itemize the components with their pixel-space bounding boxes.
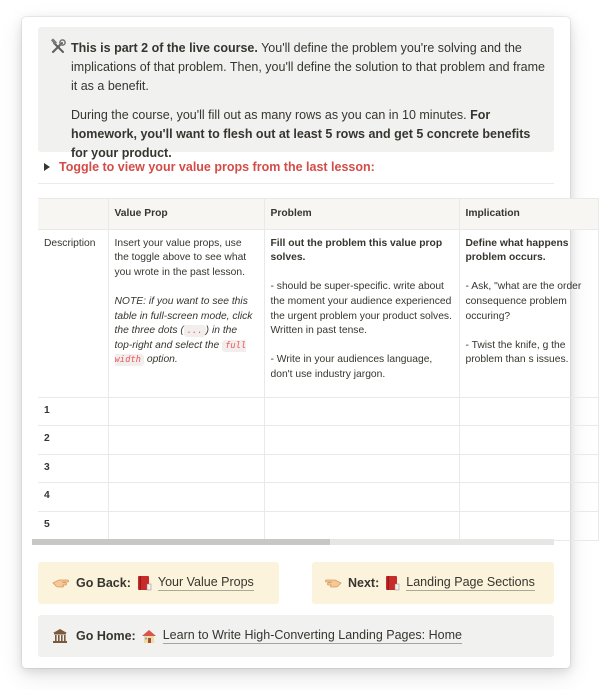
table-cell[interactable] bbox=[108, 454, 264, 483]
table-cell[interactable] bbox=[108, 426, 264, 455]
course-callout bbox=[38, 27, 554, 160]
table-cell[interactable] bbox=[459, 397, 598, 426]
classical-building-icon bbox=[52, 628, 68, 644]
table-cell[interactable] bbox=[264, 397, 459, 426]
scrollbar-thumb[interactable] bbox=[32, 539, 330, 545]
callout-text bbox=[71, 39, 547, 163]
toggle-label: Toggle to view your value props from the last lesson: bbox=[59, 160, 375, 174]
callout-intro-text: You'll define the problem you're solving and the implications of that problem. Then, you'll define the solution to that problem and frame it as a benefit. bbox=[71, 41, 545, 93]
table-cell[interactable] bbox=[459, 426, 598, 455]
problem-heading: Fill out the problem this value prop solves. bbox=[270, 237, 443, 264]
next-callout bbox=[312, 562, 554, 604]
red-book-icon bbox=[136, 575, 152, 591]
table-cell[interactable] bbox=[108, 483, 264, 512]
value-prop-note bbox=[115, 295, 258, 368]
cell-value-prop-description[interactable] bbox=[108, 229, 264, 397]
go-back-label: Go Back: bbox=[76, 576, 131, 590]
row-label-description[interactable]: Description bbox=[38, 229, 108, 397]
value-prop-table bbox=[38, 198, 599, 541]
problem-tip-language: - Write in your audiences language, don't use industry jargon. bbox=[270, 354, 433, 380]
table-row bbox=[38, 483, 598, 512]
red-book-icon bbox=[384, 575, 400, 591]
table-cell[interactable] bbox=[264, 454, 459, 483]
value-props-toggle[interactable] bbox=[44, 160, 375, 174]
note-code-full-width: full width bbox=[114, 340, 247, 366]
table-cell[interactable] bbox=[264, 511, 459, 540]
table-row bbox=[38, 426, 598, 455]
row-number-cell[interactable]: 5 bbox=[38, 511, 108, 540]
table-cell[interactable] bbox=[459, 511, 598, 540]
implication-tip-ask: - Ask, "what are the order consequence problem occuring? bbox=[465, 281, 582, 322]
table-row bbox=[38, 397, 598, 426]
row-number-cell[interactable]: 3 bbox=[38, 454, 108, 483]
divider bbox=[38, 183, 554, 184]
table-cell[interactable] bbox=[108, 397, 264, 426]
horizontal-scrollbar[interactable] bbox=[32, 539, 554, 545]
toggle-triangle-icon[interactable] bbox=[44, 163, 50, 171]
note-text-start: NOTE: if you want to see this table in full-screen mode, click the three dots ( bbox=[114, 295, 253, 337]
header-value-prop[interactable]: Value Prop bbox=[108, 199, 264, 230]
implication-tip-twist: - Twist the knife, g the problem than s issues. bbox=[465, 339, 569, 366]
pointing-hand-left-icon bbox=[52, 575, 68, 591]
table-header-row bbox=[38, 199, 598, 230]
callout-homework-bold: For homework, you'll want to flesh out at least 5 rows and get 5 concrete benefits for your product. bbox=[71, 108, 531, 160]
row-number-cell[interactable]: 4 bbox=[38, 483, 108, 512]
note-text-middle: ) in the top-right and select the bbox=[114, 325, 238, 351]
note-text-end: option. bbox=[143, 354, 178, 366]
go-home-callout bbox=[38, 615, 554, 657]
your-value-props-link[interactable]: Your Value Props bbox=[157, 575, 254, 589]
go-back-callout bbox=[38, 562, 279, 604]
table-row bbox=[38, 511, 598, 540]
landing-pages-home-link[interactable]: Learn to Write High-Converting Landing Pages: Home bbox=[162, 628, 462, 642]
go-home-label: Go Home: bbox=[76, 629, 136, 643]
page-card bbox=[22, 17, 582, 668]
table-cell[interactable] bbox=[264, 483, 459, 512]
value-prop-instructions: Insert your value props, use the toggle above to see what you wrote in the past lesson. bbox=[114, 237, 247, 278]
header-implication[interactable]: Implication bbox=[459, 199, 598, 230]
callout-bold-intro: This is part 2 of the live course. bbox=[71, 41, 258, 55]
cell-implication-description[interactable] bbox=[459, 229, 598, 397]
callout-homework-text: During the course, you'll fill out as many rows as you can in 10 minutes. bbox=[71, 108, 471, 122]
table-cell[interactable] bbox=[108, 511, 264, 540]
table-row bbox=[38, 454, 598, 483]
table-cell[interactable] bbox=[459, 483, 598, 512]
table-row-description bbox=[38, 229, 598, 397]
table-cell[interactable] bbox=[264, 426, 459, 455]
implication-heading: Define what happens problem occurs. bbox=[465, 237, 569, 264]
next-label: Next: bbox=[348, 576, 380, 590]
header-cell-empty[interactable] bbox=[38, 199, 108, 230]
hammer-and-wrench-icon bbox=[49, 38, 69, 58]
callout-paragraph-2 bbox=[71, 106, 547, 163]
callout-paragraph-1 bbox=[71, 39, 547, 96]
note-code-dots: ... bbox=[184, 325, 206, 337]
problem-tip-specific: - should be super-specific. write about the moment your audience experienced the urgent problem your product solves. Written in past tense. bbox=[270, 281, 452, 337]
header-problem[interactable]: Problem bbox=[264, 199, 459, 230]
house-icon bbox=[141, 628, 157, 644]
cell-problem-description[interactable] bbox=[264, 229, 459, 397]
table-cell[interactable] bbox=[459, 454, 598, 483]
row-number-cell[interactable]: 1 bbox=[38, 397, 108, 426]
row-number-cell[interactable]: 2 bbox=[38, 426, 108, 455]
landing-page-sections-link[interactable]: Landing Page Sections bbox=[406, 575, 535, 589]
pointing-hand-right-icon bbox=[324, 575, 340, 591]
value-prop-table-scroll[interactable] bbox=[38, 198, 582, 530]
